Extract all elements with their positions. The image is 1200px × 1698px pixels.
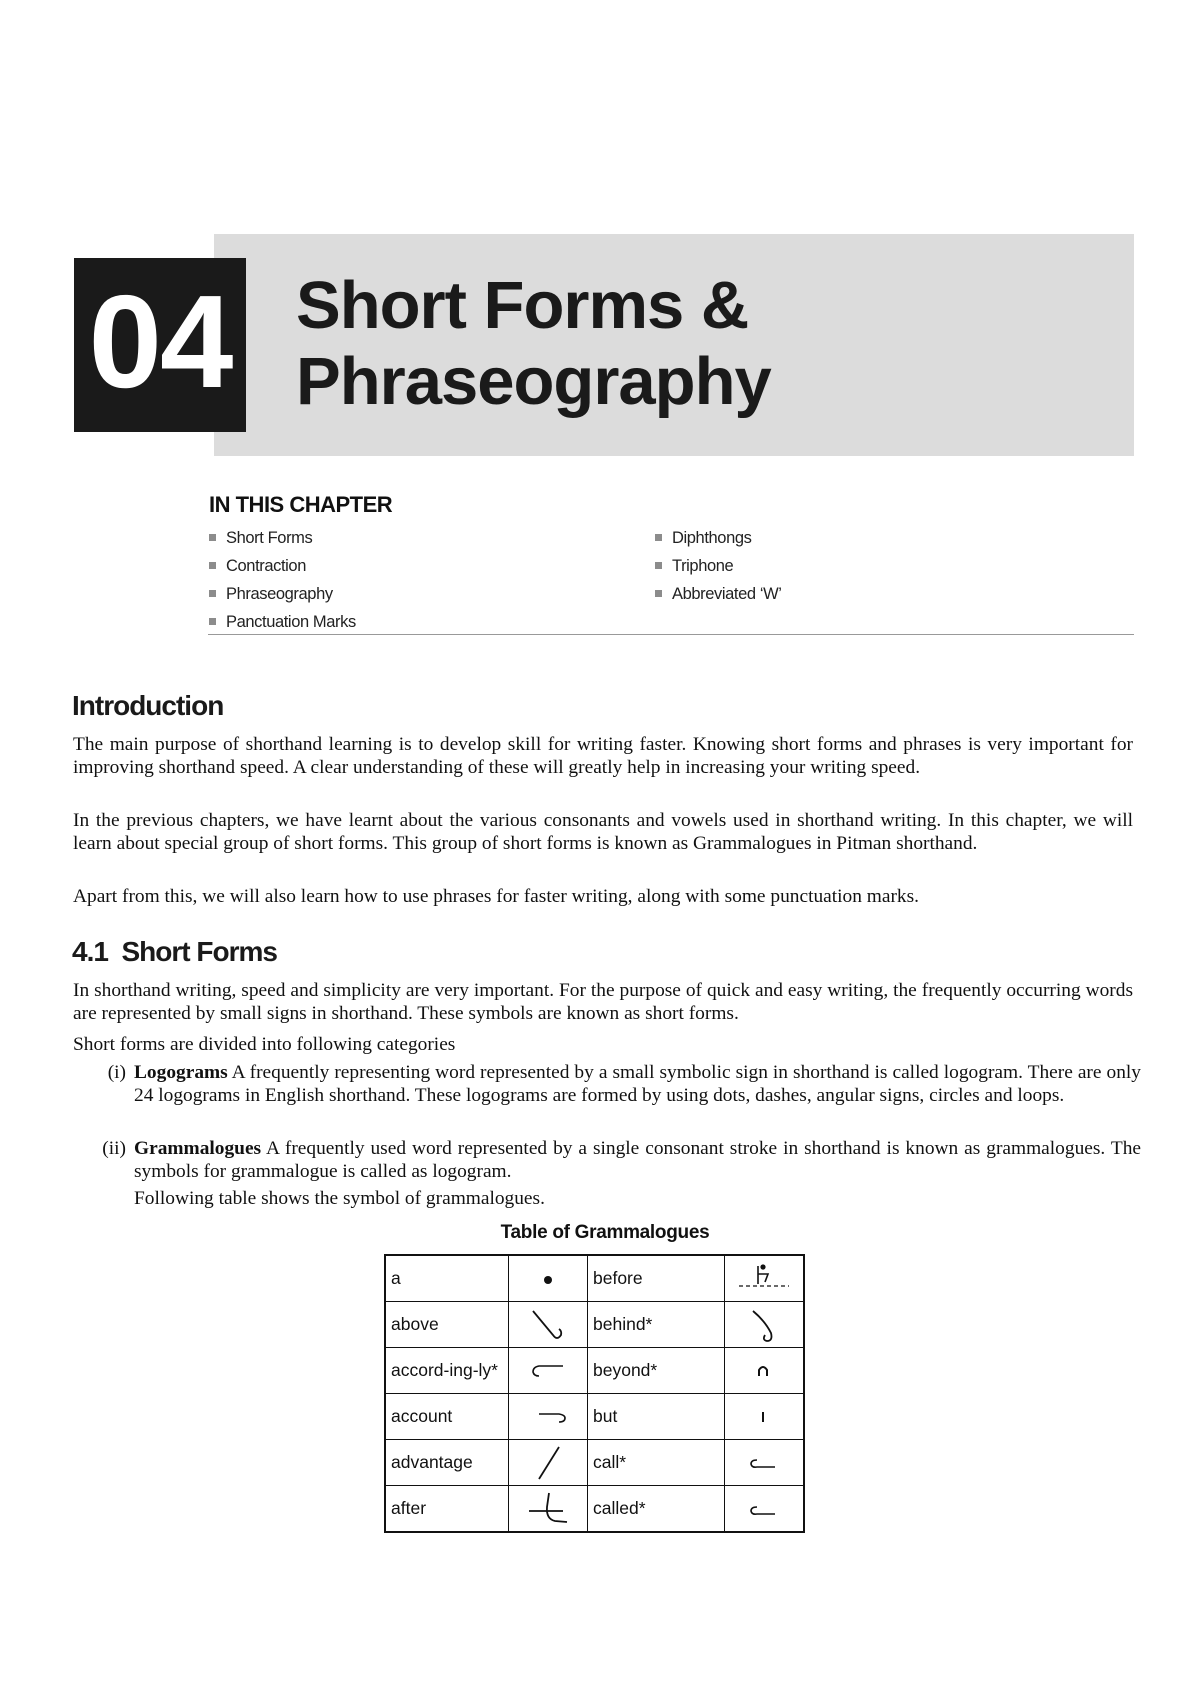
dot-icon [509,1255,588,1302]
table-cell-word: after [385,1486,509,1533]
list-term: Grammalogues [134,1138,262,1159]
chapter-number: 04 [88,268,232,415]
intro-paragraph: In the previous chapters, we have learnt about the various consonants and vowels used in shorthand writing. In this chapter, we will learn about special group of short forms. This group of short forms is known as Grammalogues in Pitman shorthand. [73,810,1133,854]
toc-item: Panctuation Marks [209,608,356,636]
but-symbol-icon [725,1394,805,1440]
list-number: (i) [107,1062,126,1083]
table-cell-word: advantage [385,1440,509,1486]
table-cell-word: but [588,1394,725,1440]
introduction-heading: Introduction [72,690,224,721]
chapter-title-line: Short Forms & [296,268,749,343]
table-cell-word: behind* [588,1302,725,1348]
section-heading [72,936,277,968]
section-paragraph: Short forms are divided into following categories [73,1034,456,1055]
intro-paragraph: Apart from this, we will also learn how to use phrases for faster writing, along with some punctuation marks. [73,886,920,907]
advantage-symbol-icon [509,1440,588,1486]
call-symbol-icon [725,1440,805,1486]
called-symbol-icon [725,1486,805,1533]
grammalogues-table [384,1254,805,1533]
table-row [385,1486,804,1533]
account-symbol-icon [509,1394,588,1440]
list-number: (ii) [102,1138,126,1159]
toc-item: Diphthongs [655,524,782,552]
list-follow-text: Following table shows the symbol of grammalogues. [134,1188,545,1209]
above-symbol-icon [509,1302,588,1348]
toc-item: Triphone [655,552,782,580]
list-text: A frequently used word represented by a single consonant stroke in shorthand is known as grammalogues. The symbols for grammalogue is called as logogram. [134,1138,1141,1182]
table-cell-word: accord-ing-ly* [385,1348,509,1394]
before-symbol-icon [725,1255,805,1302]
after-symbol-icon [509,1486,588,1533]
chapter-title-line: Phraseography [296,344,771,419]
toc-item: Phraseography [209,580,356,608]
toc-divider [208,634,1134,635]
table-cell-word: a [385,1255,509,1302]
list-item-logograms [92,1062,1141,1132]
table-cell-word: account [385,1394,509,1440]
table-caption: Table of Grammalogues [500,1222,710,1243]
table-row [385,1440,804,1486]
toc-list-left [209,524,356,636]
toc-item: Contraction [209,552,356,580]
list-item-grammalogues [92,1138,1141,1218]
section-paragraph: In shorthand writing, speed and simplicity are very important. For the purpose of quick and easy writing, the frequently occurring words are represented by small signs in shorthand. These symbols are known as short forms. [73,980,1133,1024]
list-body [126,1138,1141,1211]
section-title: Short Forms [121,936,277,967]
list-term: Logograms [134,1062,228,1083]
table-cell-word: beyond* [588,1348,725,1394]
section-number: 4.1 [72,936,108,967]
accord-symbol-icon [509,1348,588,1394]
chapter-number-box [74,258,246,432]
toc-heading: IN THIS CHAPTER [209,492,393,517]
intro-paragraph: The main purpose of shorthand learning is to develop skill for writing faster. Knowing short forms and phrases is very important for improving shorthand speed. A clear understanding of these will greatly help in increasing your writing speed. [73,734,1133,778]
table-row [385,1394,804,1440]
table-cell-word: above [385,1302,509,1348]
table-row [385,1348,804,1394]
beyond-symbol-icon [725,1348,805,1394]
table-row [385,1302,804,1348]
table-cell-word: before [588,1255,725,1302]
list-body [126,1062,1141,1107]
toc-item: Abbreviated ‘W’ [655,580,782,608]
behind-symbol-icon [725,1302,805,1348]
toc-list-right [655,524,782,608]
chapter-title [296,268,771,420]
toc-item: Short Forms [209,524,356,552]
table-cell-word: call* [588,1440,725,1486]
table-row [385,1255,804,1302]
list-text: A frequently representing word represented by a small symbolic sign in shorthand is called logogram. There are only 24 logograms in English shorthand. These logograms are formed by using dots, dashes, angular signs, circles and loops. [134,1062,1141,1106]
table-cell-word: called* [588,1486,725,1533]
